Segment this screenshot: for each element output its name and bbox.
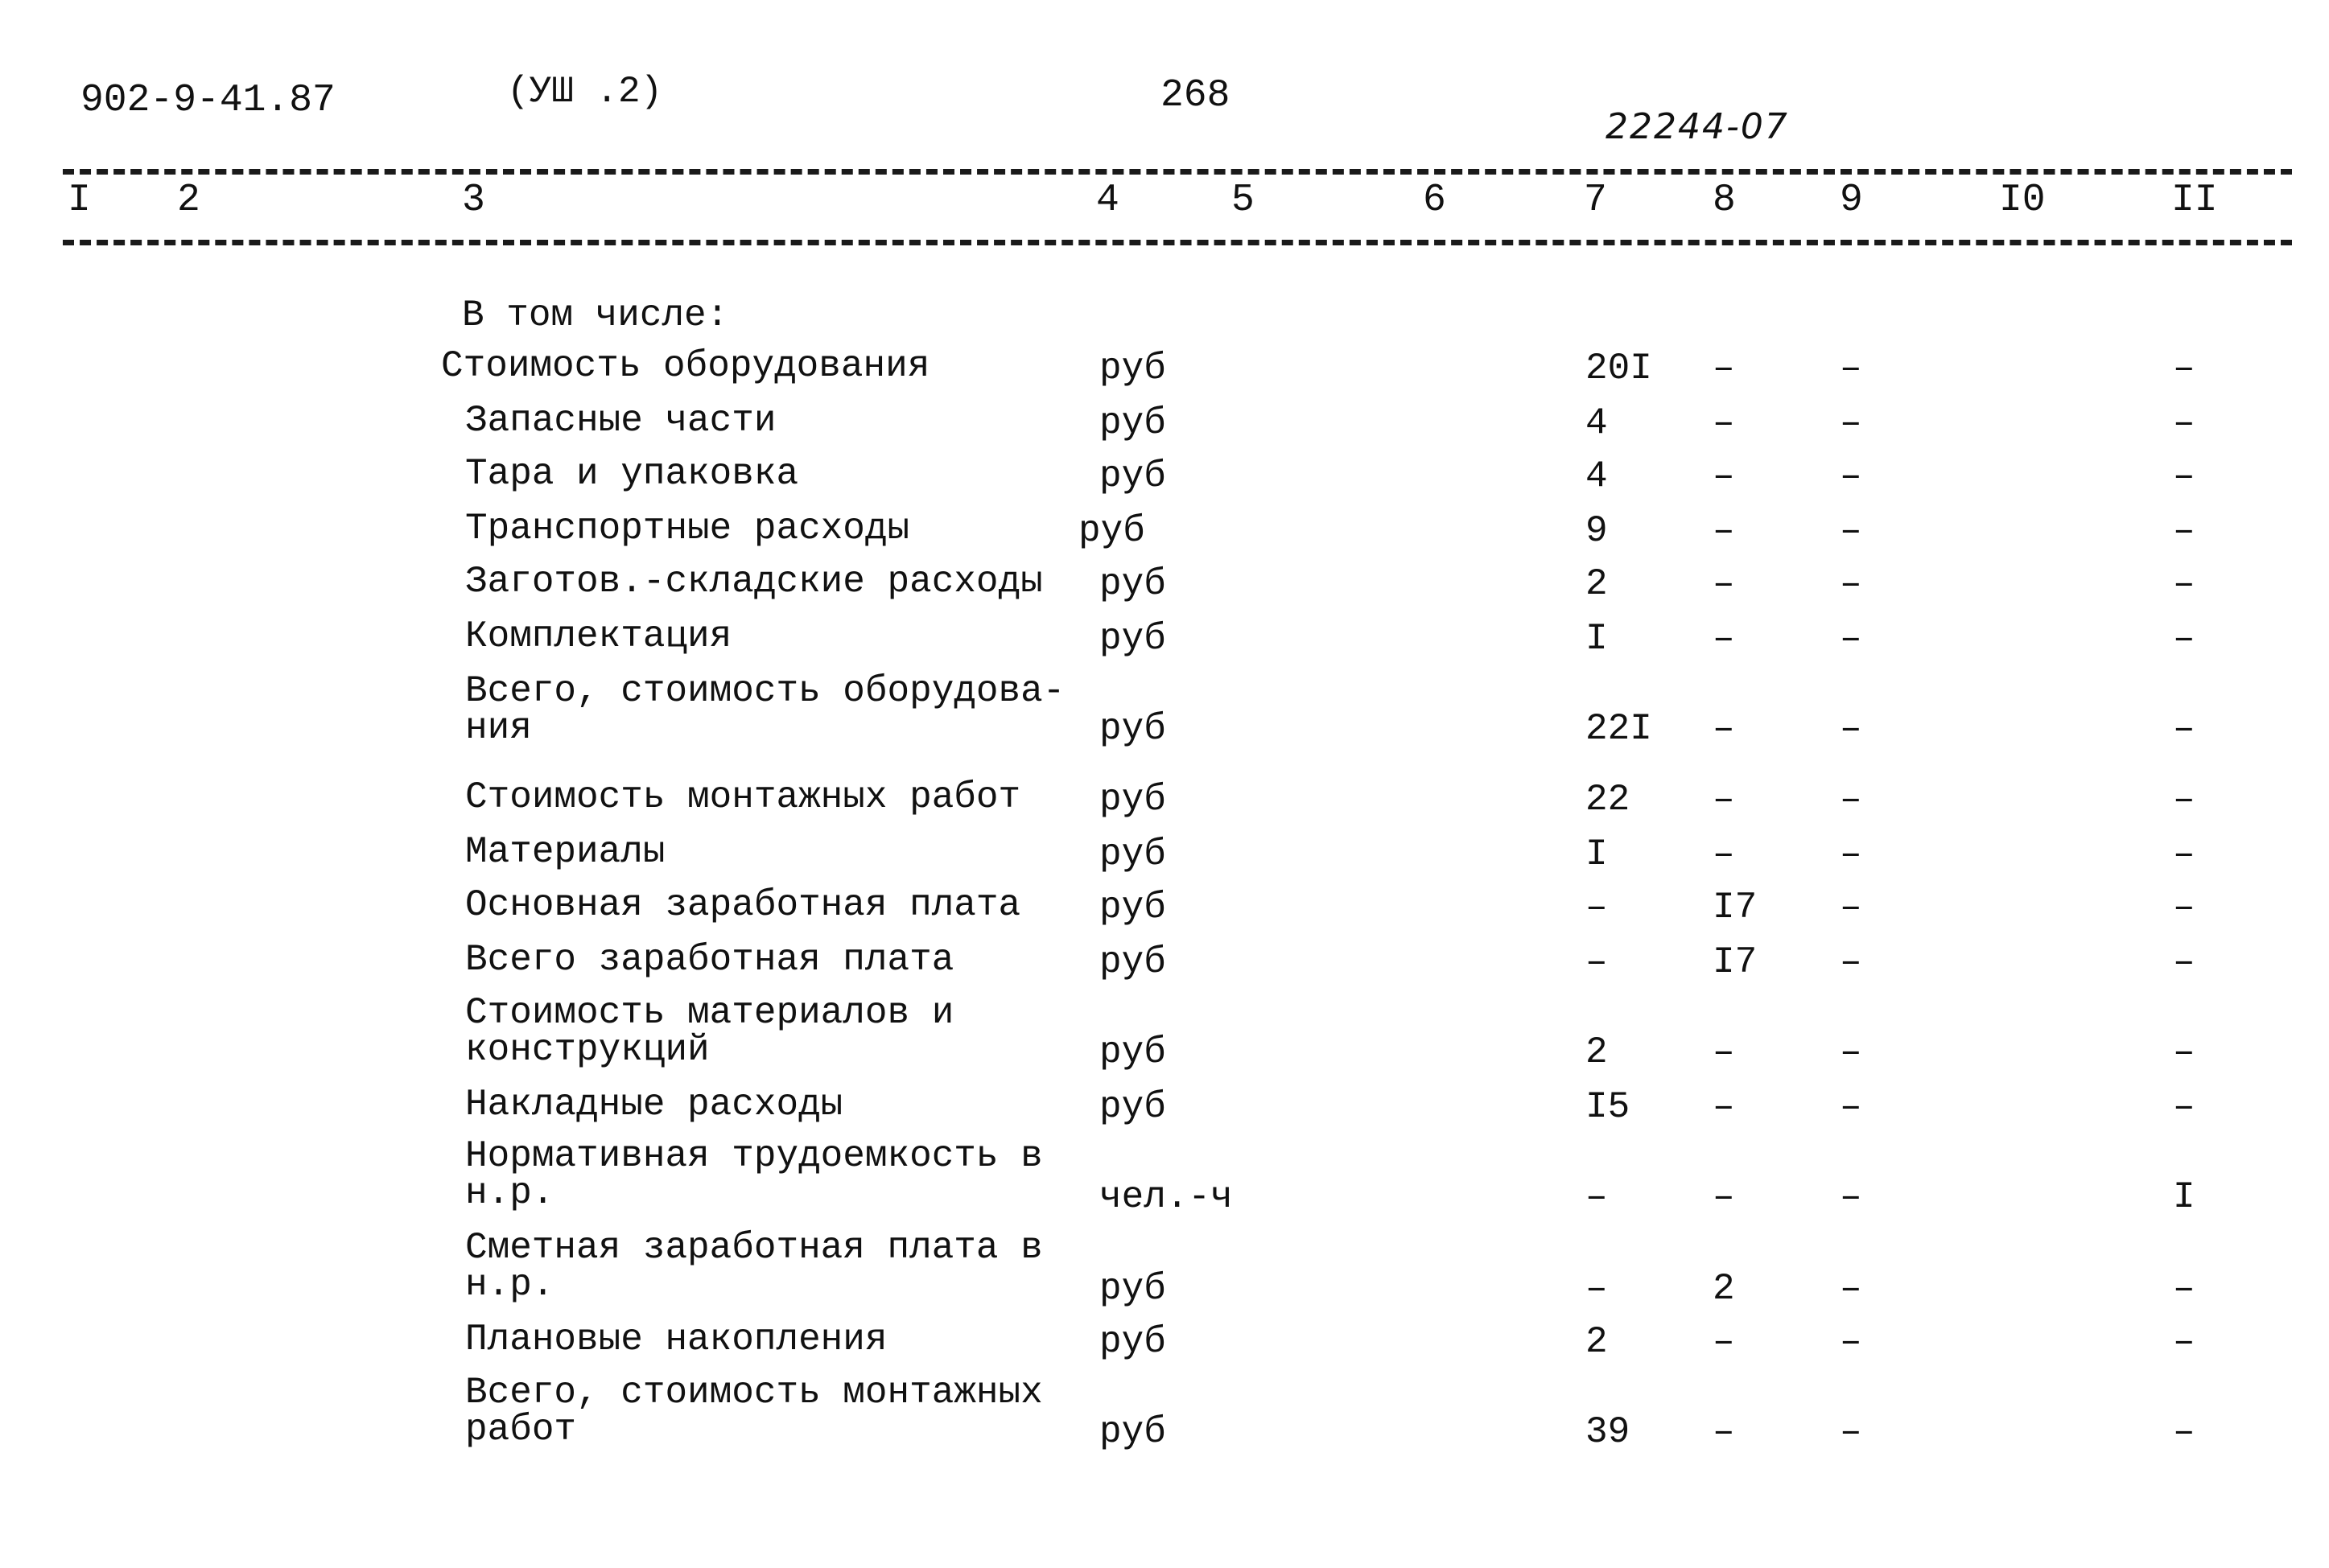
row-col9-value: – [1840, 563, 1862, 605]
row-col7-value: 2 [1585, 1321, 1608, 1363]
column-header: 3 [462, 179, 485, 222]
row-col11-value: – [2173, 563, 2195, 605]
row-col9-value: – [1840, 402, 1862, 444]
row-col11-value: – [2173, 833, 2195, 875]
row-col11-value: – [2173, 708, 2195, 750]
row-unit: руб [1099, 1411, 1166, 1453]
row-col7-value: 4 [1585, 455, 1608, 497]
row-unit: руб [1078, 510, 1145, 552]
row-col11-value: – [2173, 618, 2195, 660]
row-col11-value: – [2173, 348, 2195, 389]
column-header: 5 [1231, 179, 1255, 222]
row-label: Всего, стоимость оборудова-ния [465, 670, 1066, 749]
row-col11-value: – [2173, 1031, 2195, 1073]
row-unit: руб [1099, 402, 1166, 444]
row-col11-value: – [2173, 779, 2195, 821]
row-col7-value: 39 [1585, 1411, 1630, 1453]
row-col9-value: – [1840, 1176, 1862, 1218]
row-label: Всего, стоимость монтажных работ [465, 1372, 1043, 1451]
row-label: Комплектация [465, 615, 732, 657]
column-header: 2 [177, 179, 200, 222]
row-col8-value: – [1713, 402, 1735, 444]
row-col8-value: I7 [1713, 887, 1758, 928]
row-col11-value: – [2173, 887, 2195, 928]
row-unit: руб [1099, 1321, 1166, 1363]
row-col8-value: – [1713, 833, 1735, 875]
row-unit: руб [1099, 708, 1166, 750]
row-col7-value: 22I [1585, 708, 1652, 750]
row-col9-value: – [1840, 510, 1862, 552]
album-number: 22244-07 [1606, 106, 1789, 147]
row-unit: руб [1099, 833, 1166, 875]
row-label: Стоимость монтажных работ [465, 776, 1021, 818]
row-unit: руб [1099, 1268, 1166, 1310]
row-col8-value: – [1713, 779, 1735, 821]
row-label: Материалы [465, 831, 666, 873]
column-header: 7 [1584, 179, 1607, 222]
row-col8-value: 2 [1713, 1268, 1735, 1310]
column-header: 4 [1096, 179, 1119, 222]
row-col9-value: – [1840, 455, 1862, 497]
row-col11-value: – [2173, 941, 2195, 983]
column-header: 6 [1423, 179, 1446, 222]
row-col9-value: – [1840, 348, 1862, 389]
row-unit: руб [1099, 1031, 1166, 1073]
column-header: 8 [1713, 179, 1736, 222]
row-col7-value: – [1585, 887, 1608, 928]
row-col9-value: – [1840, 779, 1862, 821]
row-col8-value: – [1713, 618, 1735, 660]
row-label: Основная заработная плата [465, 884, 1021, 926]
row-col7-value: – [1585, 1176, 1608, 1218]
column-header: I0 [1999, 179, 2046, 222]
row-col8-value: – [1713, 1031, 1735, 1073]
column-header: II [2171, 179, 2218, 222]
row-col7-value: I5 [1585, 1086, 1630, 1128]
row-col11-value: – [2173, 1321, 2195, 1363]
row-label: Стоимость оборудования [441, 345, 930, 387]
row-label: Тара и упаковка [465, 453, 799, 495]
row-col11-value: – [2173, 402, 2195, 444]
row-unit: руб [1099, 887, 1166, 928]
row-col8-value: – [1713, 1411, 1735, 1453]
row-unit: руб [1099, 563, 1166, 605]
row-label: Заготов.-складские расходы [465, 561, 1043, 603]
row-unit: руб [1099, 1086, 1166, 1128]
row-col9-value: – [1840, 1031, 1862, 1073]
row-col11-value: – [2173, 455, 2195, 497]
row-label: Нормативная трудоемкость в н.р. [465, 1135, 1043, 1214]
row-col9-value: – [1840, 1268, 1862, 1310]
row-col8-value: – [1713, 455, 1735, 497]
row-col11-value: – [2173, 510, 2195, 552]
row-col7-value: 4 [1585, 402, 1608, 444]
row-label: Всего заработная плата [465, 939, 954, 981]
row-unit: руб [1099, 618, 1166, 660]
subheading: В том числе: [462, 294, 729, 336]
row-unit: руб [1099, 941, 1166, 983]
row-label: Запасные части [465, 400, 777, 442]
row-col7-value: 9 [1585, 510, 1608, 552]
row-col8-value: – [1713, 348, 1735, 389]
row-col9-value: – [1840, 887, 1862, 928]
row-col8-value: I7 [1713, 941, 1758, 983]
row-col11-value: I [2173, 1176, 2195, 1218]
row-col11-value: – [2173, 1268, 2195, 1310]
row-col9-value: – [1840, 618, 1862, 660]
row-label: Накладные расходы [465, 1084, 843, 1126]
row-col8-value: – [1713, 1176, 1735, 1218]
row-col11-value: – [2173, 1086, 2195, 1128]
row-label: Сметная заработная плата в н.р. [465, 1227, 1043, 1306]
row-col7-value: – [1585, 1268, 1608, 1310]
row-col7-value: 2 [1585, 563, 1608, 605]
row-col8-value: – [1713, 1086, 1735, 1128]
row-col9-value: – [1840, 833, 1862, 875]
row-col7-value: 20I [1585, 348, 1652, 389]
row-col7-value: 22 [1585, 779, 1630, 821]
row-col8-value: – [1713, 708, 1735, 750]
row-col9-value: – [1840, 1086, 1862, 1128]
row-col11-value: – [2173, 1411, 2195, 1453]
row-label: Стоимость материалов и конструкций [465, 992, 954, 1071]
document-code: 902-9-41.87 [80, 79, 336, 122]
row-label: Плановые накопления [465, 1319, 888, 1360]
row-col7-value: 2 [1585, 1031, 1608, 1073]
page-number: 268 [1160, 74, 1230, 117]
row-col7-value: I [1585, 618, 1608, 660]
row-unit: руб [1099, 348, 1166, 389]
row-col9-value: – [1840, 1321, 1862, 1363]
row-col9-value: – [1840, 941, 1862, 983]
row-col8-value: – [1713, 510, 1735, 552]
row-label: Транспортные расходы [465, 508, 910, 549]
row-col9-value: – [1840, 1411, 1862, 1453]
row-unit: руб [1099, 455, 1166, 497]
row-col9-value: – [1840, 708, 1862, 750]
row-col7-value: – [1585, 941, 1608, 983]
row-col8-value: – [1713, 1321, 1735, 1363]
column-header: I [68, 179, 91, 222]
row-col7-value: I [1585, 833, 1608, 875]
row-col8-value: – [1713, 563, 1735, 605]
section-number: (УШ .2) [507, 71, 663, 113]
row-unit: чел.-ч [1099, 1176, 1233, 1218]
row-unit: руб [1099, 779, 1166, 821]
column-header: 9 [1840, 179, 1863, 222]
